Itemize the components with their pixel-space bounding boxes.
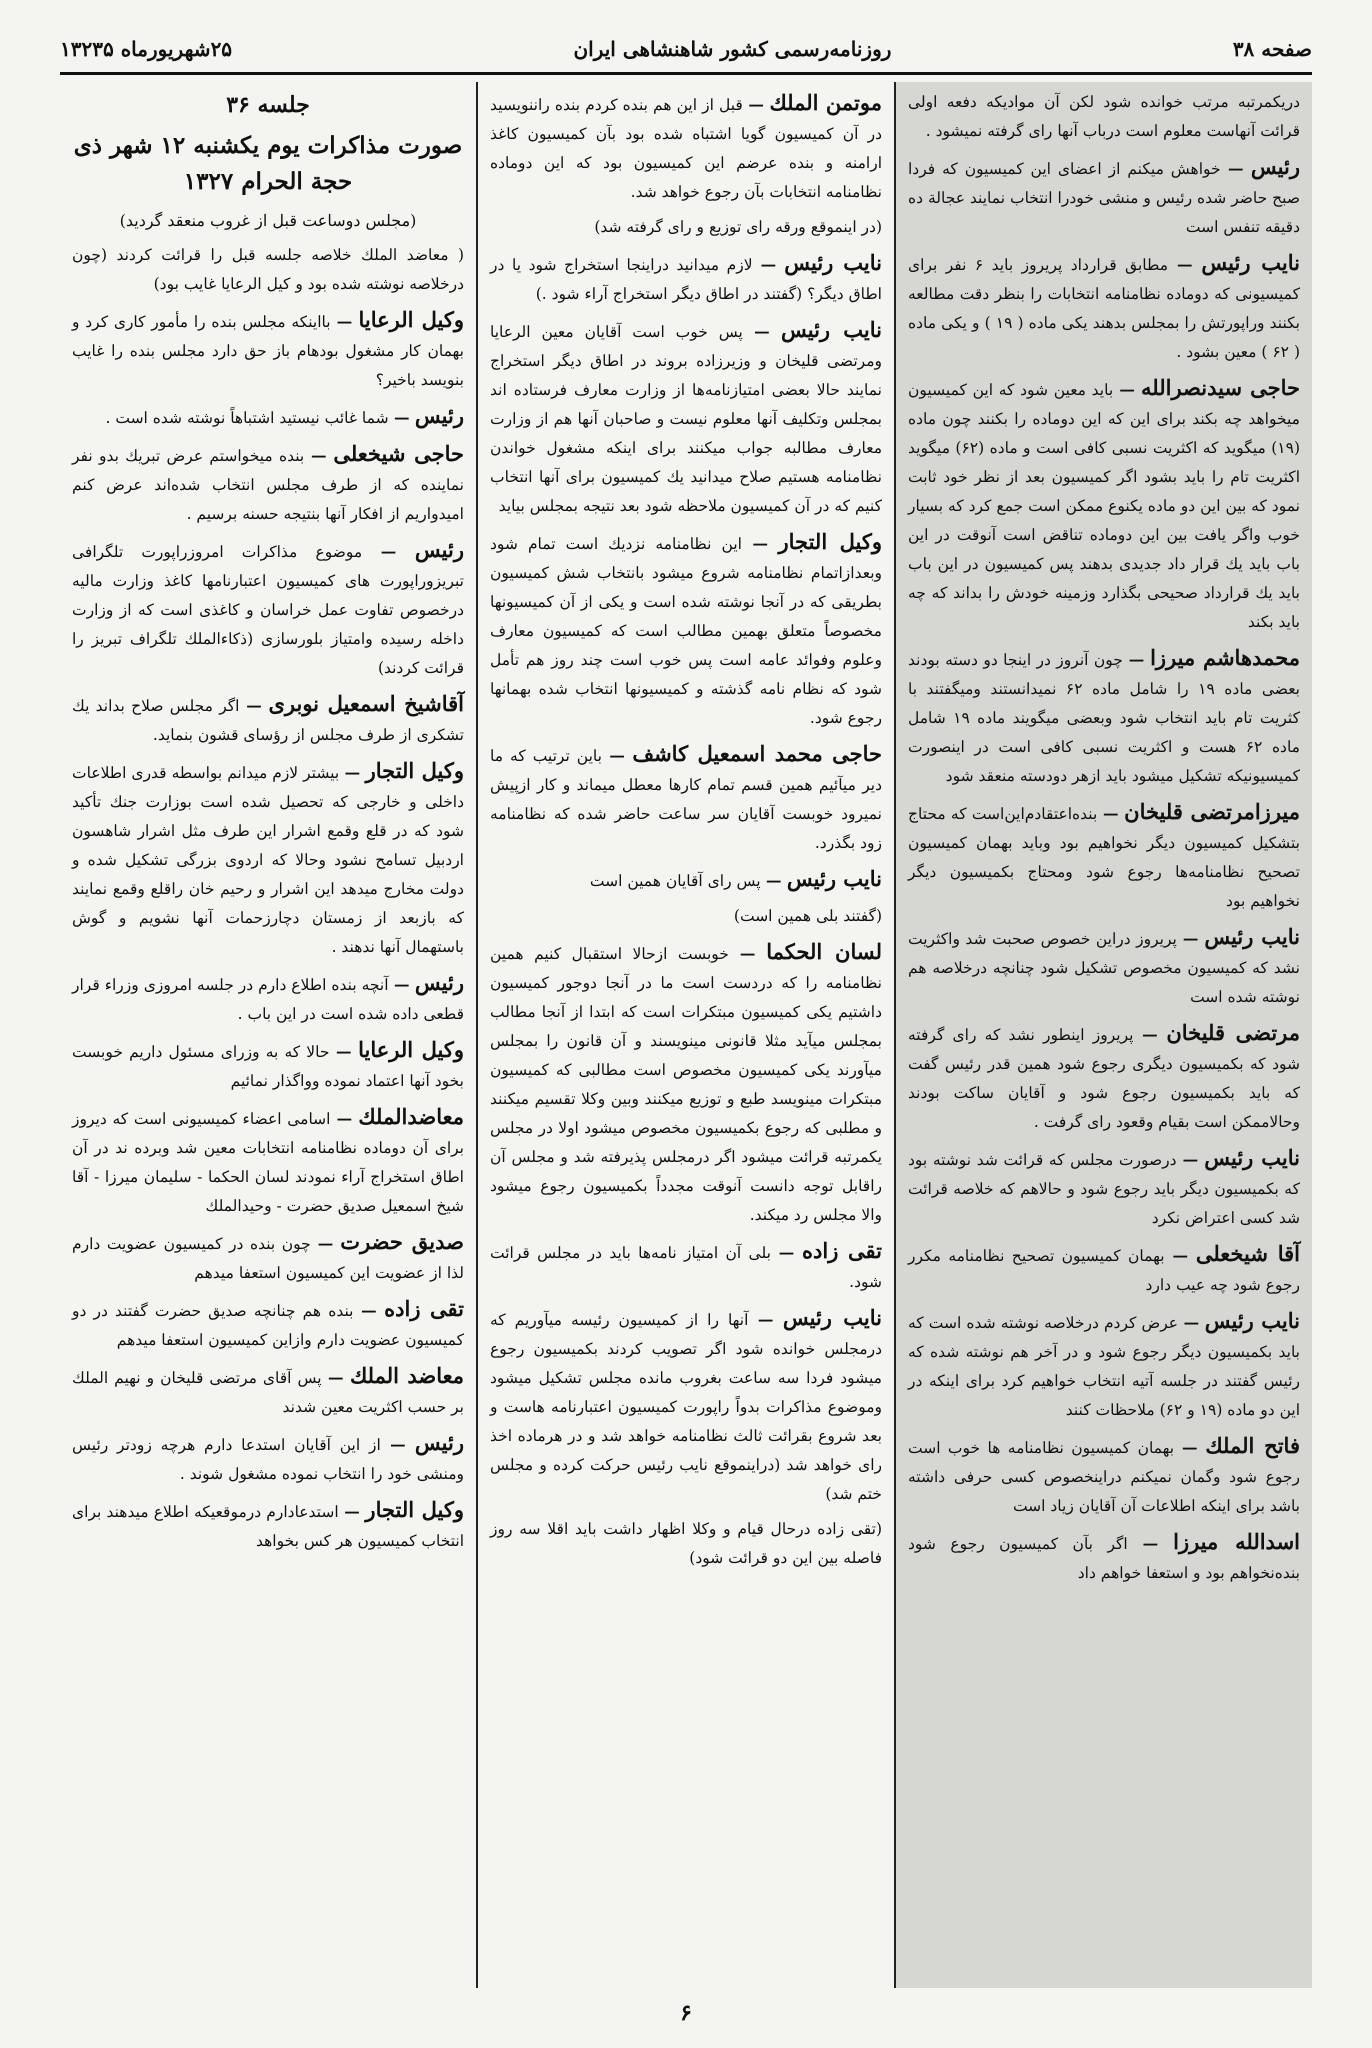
paragraph [490,1303,882,1509]
paragraph-text: اگر مجلس صلاح بداند یك تشکری از طرف مجلس از رؤسای قشون بنماید. [72,697,464,744]
paragraph [908,1431,1300,1521]
speaker-dash: — [304,446,334,465]
speaker-name: لسان الحکما [766,939,882,964]
speaker-name: وکیل التجار [778,529,882,554]
paragraph [908,643,1300,791]
speaker-dash: — [1164,1246,1196,1265]
paragraph-text: از این آقایان استدعا دارم هرچه زودتر رئیس ومنشی خود را انتخاب نموده مشغول شوند . [72,1436,464,1483]
paragraph-text: چون آنروز در اینجا دو دسته بودند بعضی ماده ۱۹ را شامل ماده ۶۲ نمیدانستند ومیگفتند با کثریت تام باید انتخاب شود وبعضی میگویند ماده ۱۹ شامل ماده ۶۲ هست و اکثریت نسبی کافی است در اینصورت کمیسیونیکه تشکیل میشود باید ازهر دودسته منعقد شود [908,651,1300,785]
paragraph [72,1035,464,1096]
speaker-dash: — [388,408,415,427]
speaker-dash: — [728,944,767,963]
speaker-dash: — [1174,1438,1206,1457]
speaker-dash: — [321,1368,350,1387]
issue-date: ۲۵شهریورماه ۱۳۲۳۵ [60,37,233,61]
column-1 [896,82,1312,1988]
paragraph-text: درصورت مجلس که قرائت شد نوشته بود که بکمیسیون دیگر باید رجوع شود و حالاهم که خلاصه قرائت شد کسی اعتراض نکرد [908,1151,1300,1227]
speaker-name: موتمن الملك [769,90,883,115]
paragraph [72,305,464,395]
paragraph-text: (تقی زاده درحال قیام و وکلا اظهار داشت باید اقلا سه روز فاصله بین این دو قرائت شود) [490,1520,882,1567]
session-number: جلسه ۳۶ [226,92,310,118]
speaker-dash: — [1133,1025,1167,1044]
paragraph-text: شما غائب نیستید اشتباهاً نوشته شده است . [105,409,389,427]
paragraph-text: موضوع مذاکرات امروزراپورت تلگرافی تبریزوراپورت های کمیسیون اعتبارنامها کاغذ وزارت مالیه درخصوص تفاوت عمل خراسان و کاغذی است که از وزارت داخله رسیده وامتیاز بلورسازی (ذکاءالملك تلگراف تبریز را قرائت کردند) [72,543,464,677]
speaker-name: صدیق حضرت [340,1229,464,1254]
speaker-dash: — [1178,1313,1205,1332]
paragraph-text: بهمان کمیسیون تصحیح نظامنامه مکرر رجوع شود چه عیب دارد [908,1247,1300,1294]
paragraph-text: لازم میدانید دراینجا استخراج شود یا در اطاق دیگر؟ (گفتند در اطاق دیگر استخراج آراء شود .) [490,256,882,303]
paragraph [72,1102,464,1221]
column-2 [478,82,896,1988]
paragraph [72,1428,464,1489]
speaker-name: فاتح الملك [1205,1433,1300,1458]
paragraph-text: (در اینموقع ورقه رای توزیع و رای گرفته شد) [594,218,882,236]
paragraph [72,1495,464,1556]
speaker-dash: — [748,1310,783,1329]
speaker-name: رئیس [1250,154,1301,179]
speaker-name: محمدهاشم میرزا [1150,645,1300,670]
speaker-name: نایب رئیس [1204,1308,1300,1333]
page-header [60,28,1312,70]
paragraph [490,527,882,733]
paragraph-text: بنده‌اعتقادم‌این‌است که محتاج بتشکیل کمیسیون دیگر نخواهیم بود وباید بهمان کمیسیون تصحیح نظامنامه‌ها رجوع شود ومحتاج بکمیسیون دیگر نخواهیم بود [908,805,1300,910]
speaker-dash: — [1176,929,1205,948]
paragraph [490,1236,882,1297]
speaker-dash: — [239,696,269,715]
speaker-dash: — [760,871,787,890]
speaker-name: نایب رئیس [784,250,882,275]
speaker-name: وکیل الرعایا [358,1037,465,1062]
session-opening-note: ( معاضد الملك خلاصه جلسه قبل را قرائت کردند (چون درخلاصه نوشته شده بود و کیل الرعایا غایب بود) [72,246,464,293]
speaker-name: نایب رئیس [780,317,883,342]
speaker-name: حاجی محمد اسمعیل کاشف [632,741,882,766]
paragraph-text: اسامی اعضاء کمیسیونی است که دیروز برای آن دوماده نظامنامه انتخابات معین شد وبرده ند در آن اطاق استخراج آراء نمودند لسان الحکما - سلیمان میرزا - آقا شیخ اسمعیل صدیق حضرت - وحیدالملك [72,1110,464,1215]
paragraph [490,88,882,207]
paragraph [490,1515,882,1573]
speaker-dash: — [741,534,779,553]
paragraph [908,152,1300,242]
paragraph-text: بنده هم چنانچه صدیق حضرت گفتند در دو کمیسیون عضویت دارم وازاین کمیسیون استعفا میدهم [72,1302,464,1349]
paragraph-text: بنده میخواستم عرض تبریك بدو نفر نماینده که از طرف مجلس انتخاب شده‌اند عرض کنم امیدواریم از افکار آنها بنتیجه حسنه برسیم . [72,447,464,523]
speaker-dash: — [1220,159,1251,178]
speaker-dash: — [1097,804,1125,823]
speaker-name: رئیس [414,1430,464,1455]
paragraph [490,739,882,858]
paragraph-text: بیشتر لازم میدانم بواسطه قدری اطلاعات داخلی و خارجی که تحصیل شده است بوزارت جنك تأکید شود که در قلع وقمع اشرار این طرف مثل اشرار شاهسون اردبیل تسامح نشود وحالا که اردوی بزرگی تشکیل شده و دولت مخارج میدهد این اشرار و رحیم خان راقلع وقمع نمایند که بازبعد از زمستان دچارزحمات آنها نشویم و گوش باستهمال آنها ندهند . [72,764,464,956]
paragraph [908,1306,1300,1425]
speaker-name: نایب رئیس [1201,250,1301,275]
paragraph-text: پس آقای مرتضی قلیخان و نهیم الملك بر حسب اکثریت معین شدند [72,1369,464,1416]
page-label: صفحه ۳۸ [1232,37,1312,61]
column-3 [60,82,478,1988]
column-3-body [72,305,464,1556]
paragraph [908,1018,1300,1137]
paragraph [490,315,882,521]
paragraph [908,1143,1300,1233]
paragraph-text: آنچه بنده اطلاع دارم در جلسه امروزی وزراء قرار قطعی داده شده است در این باب . [72,976,464,1023]
speaker-dash: — [310,1234,341,1253]
speaker-name: اسدالله میرزا [1173,1529,1301,1554]
speaker-name: معاضدالملك [358,1104,464,1129]
paragraph [908,922,1300,1012]
speaker-dash: — [1122,650,1151,669]
speaker-dash: — [1113,380,1142,399]
paragraph [908,1239,1300,1300]
speaker-name: مرتضی قلیخان [1166,1020,1300,1045]
paragraph [72,756,464,962]
speaker-dash: — [330,1109,359,1128]
paragraph-text: خوبست ازحالا استقبال کنیم همین نظامنامه را که دردست است ما در آنجا دوجور کمیسیون داشتیم یکی کمیسیون مبتکرات است که ابتدا از آنجا مطالب بمجلس میآید مثلا قانونی مینویسند و آن قانون را بمجلس میآورند یکی کمیسیون مخصوص است مطالبی که کمیسیون مبتکرات مینویسد طبع و توزیع میکنند وبین وکلا تقسیم میکنند و مطلبی که رجوع بکمیسیون مخصوص میشود اولا در مجلس یکمرتبه قرائت میشود اگر درمجلس پذیرفته شد و مجلس آن راقابل توجه دانست آنوقت مجدداً بکمیسیون رجوع میشود والا مجلس رد میکند. [490,945,882,1224]
columns [60,82,1312,1988]
paragraph-text: آنها را از کمیسیون رئیسه میآوریم که درمجلس خوانده شود اگر تصویب کردند بکمیسیون رجوع میشود فردا سه ساعت بغروب مانده مجلس تشکیل میشود وموضوع مذاکرات بدواً راپورت کمیسیون اعتبارنامه هاست و بعد شروع بقرائت ثالث نظامنامه خواهد شد و در هرماده اخذ رای خواهد شد (دراینموقع نایب رئیس حرکت کرده و مجلس ختم شد) [490,1311,882,1503]
speaker-name: رئیس [414,537,464,562]
speaker-dash: — [330,312,359,331]
speaker-dash: — [752,255,785,274]
paragraph [72,689,464,750]
speaker-name: وکیل الرعایا [358,307,464,332]
paragraph-text: بهمان کمیسیون نظامنامه ها خوب است رجوع شود وگمان نمیکنم دراینخصوص کسی حرفی داشته باشد برای اینکه اطلاعات آن آقایان زیاد است [908,1439,1300,1515]
speaker-name: آقا شیخعلی [1195,1241,1300,1266]
page-number: ۶ [680,2000,692,2026]
speaker-dash: — [1168,255,1202,274]
speaker-name: حاجی سیدنصرالله [1141,375,1301,400]
paragraph [72,1361,464,1422]
paragraph [490,213,882,242]
speaker-dash: — [601,746,633,765]
speaker-dash: — [742,95,770,114]
paragraph-text: قبل از این هم بنده کردم بنده راننویسید در آن کمیسیون گویا اشتباه شده بود بآن کمیسیون کاغذ ارامنه و بنده عرضم این کمیسیون بود که این دوماده نظامنامه انتخابات بآن رجوع خواهد شد. [490,96,882,201]
speaker-name: نایب رئیس [782,1305,882,1330]
paragraph [72,439,464,529]
speaker-name: تقی زاده [384,1296,464,1321]
speaker-name: معاضد الملك [349,1363,465,1388]
publication-title: روزنامه‌رسمی کشور شاهنشاهی ایران [573,37,892,61]
paragraph [72,968,464,1029]
speaker-dash: — [742,322,781,341]
paragraph-text: چون بنده در کمیسیون عضویت دارم لذا از عضویت این کمیسیون استعفا میدهم [72,1235,464,1282]
speaker-name: آقاشیخ اسمعیل نوبری [268,691,465,716]
speaker-dash: — [380,1435,415,1454]
speaker-name: وکیل التجار [365,758,465,783]
speaker-dash: — [353,1301,385,1320]
speaker-name: نایب رئیس [786,866,882,891]
speaker-name: میرزامرتضی قلیخان [1124,799,1300,824]
speaker-name: نایب رئیس [1204,1145,1300,1170]
session-opening: (مجلس دوساعت قبل از غروب منعقد گردید) [119,211,417,230]
paragraph [908,797,1300,916]
paragraph [72,1227,464,1288]
speaker-name: وکیل التجار [365,1497,465,1522]
paragraph [490,864,882,896]
paragraph [72,401,464,433]
paragraph-text: عرض کردم درخلاصه نوشته شده است که باید بکمیسیون دیگر رجوع شود و در آخر هم نوشته شده که رئیس گفتند در جلسه آتیه انتخاب خواهیم کرد برای اینکه در این دو ماده (۱۹ و ۶۲) ملاحظات کنند [908,1314,1300,1419]
paragraph [908,88,1300,146]
speaker-dash: — [1176,1150,1205,1169]
paragraph-text: (گفتند بلی همین است) [733,907,882,925]
paragraph-text: پس خوب است آقایان معین الرعایا ومرتضی قلیخان و وزیرزاده بروند در اطاق دیگر استخراج نمایند حالا بعضی امتیازنامه‌ها از وزارت معارف فرستاده اند بمجلس وتکلیف آنها معلوم نیست و صاحبان آنها هم از وزارت معارف مطالبه جواب میکنند برای اینکه مشغول خواندن نظامنامه هستیم صلاح میدانید یك کمیسیون برای آنها انتخاب کنیم که در آن کمیسیون ملاحظه شود بعد نتیجه بمجلس بیاید [490,323,882,515]
speaker-name: رئیس [414,970,464,995]
speaker-dash: — [388,975,415,994]
speaker-name: حاجی شیخعلی [333,441,464,466]
paragraph [72,535,464,683]
paragraph-text: پریروز اینطور نشد که رای گرفته شود که بکمیسیون دیگری رجوع شود همین قدر رئیس گفت که باید بکمیسیون رجوع شود و آقایان ساکت بودند وحالاممکن است بقیام وقعود رای گرفت . [908,1026,1300,1131]
paragraph-text: دریکمرتبه مرتب خوانده شود لکن آن موادیکه دفعه اولی قرائت آنهاست معلوم است درباب آنها رای گرفته نمیشود . [908,93,1300,140]
paragraph [490,248,882,309]
session-heading: صورت مذاکرات یوم یکشنبه ۱۲ شهر ذی حجة الحرام ۱۳۲۷ [73,132,463,195]
speaker-dash: — [362,542,415,561]
speaker-name: رئیس [414,403,464,428]
speaker-dash: — [338,1502,366,1521]
speaker-dash: — [1127,1534,1174,1553]
paragraph-text: مطابق قرارداد پریروز باید ۶ نفر برای کمیسیونی که دوماده نظامنامه انتخابات را بنظر دقت مطالعه بکنند وراپورتش را بمجلس بدهند یکی ماده ( ۱۹ ) و یکی ماده ( ۶۲ ) معین بشود . [908,256,1300,361]
speaker-name: تقی زاده [802,1238,883,1263]
paragraph-text: باید معین شود که این کمیسیون میخواهد چه بکند برای این که این دوماده را بکنند چون ماده (۱۹) میگوید که اکثریت نسبی کافی است و ماده (۶۲) میگوید اکثریت تام را باید بشود اگر کمیسیون بعد از نظر خود ثابت نمود که بین این دو ماده یکنوع ممکن است جمع کرد که بسیار خوب واگر یافت بین این دوماده تناقض است آنوقت در این باب باید یك قرار داد جدیدی بدهند پس کمیسیون در این باب باید یك قرارداد صحیحی بگذارد وزمینه خودش را بداند که چه باید بکند [908,381,1300,631]
speaker-dash: — [770,1243,802,1262]
paragraph-text: حالا که به وزرای مسئول داریم خوبست بخود آنها اعتماد نموده وواگذار نمائیم [72,1043,464,1090]
paragraph-text: اگر بآن کمیسیون رجوع شود بنده‌نخواهم بود و استعفا خواهم داد [908,1535,1300,1582]
speaker-dash: — [329,1042,359,1061]
paragraph [490,902,882,931]
speaker-dash: — [339,763,366,782]
paragraph-text: پریروز دراین خصوص صحبت شد واکثریت نشد که کمیسیون مخصوص تشکیل شود چنانچه درخلاصه هم نوشته شده است [908,930,1300,1006]
paragraph-text: بااینکه مجلس بنده را مأمور کاری کرد و بهمان کار مشغول بودهام باز حق دارد مجلس بنده را غایب بنویسد باخیر؟ [72,313,464,389]
speaker-name: نایب رئیس [1204,924,1300,949]
paragraph [72,1294,464,1355]
paragraph-text: باین ترتیب که ما دیر میآئیم همین قسم تمام کارها معطل میماند و کار ازپیش نمیرود خوبست آقایان سر ساعت حاضر شده که نظامنامه زود بگذرد. [490,747,882,852]
paragraph [908,373,1300,637]
paragraph-text: بلی آن امتیاز نامه‌ها باید در مجلس قرائت شود. [490,1244,882,1291]
paragraph-text: خواهش میکنم از اعضای این کمیسیون که فردا صبح حاضر شده رئیس و منشی خودرا انتخاب نمایند عجالة ده دقیقه تنفس است [908,160,1300,236]
paragraph-text: این نظامنامه نزدیك است تمام شود وبعدازاتمام نظامنامه شروع میشود بانتخاب شش کمیسیون بطریقی که در آنجا نوشته شده است و یکی از آن کمیسیونها مخصوصاً متعلق بهمین مطالب است که کمیسیون معارف وعلوم وفوائد عامه است پس خوب است چند روز هم تأمل شود که نظام نامه گذشته و کمیسیونها انتخاب شده بهمانها رجوع شود. [490,535,882,727]
paragraph-text: استدعادارم درموقعیکه اطلاع میدهند برای انتخاب کمیسیون هر کس بخواهد [72,1503,464,1550]
paragraph [908,1527,1300,1588]
header-rule [60,72,1312,75]
paragraph [490,937,882,1230]
paragraph-text: پس رای آقایان همین است [589,872,761,890]
paragraph [908,248,1300,367]
